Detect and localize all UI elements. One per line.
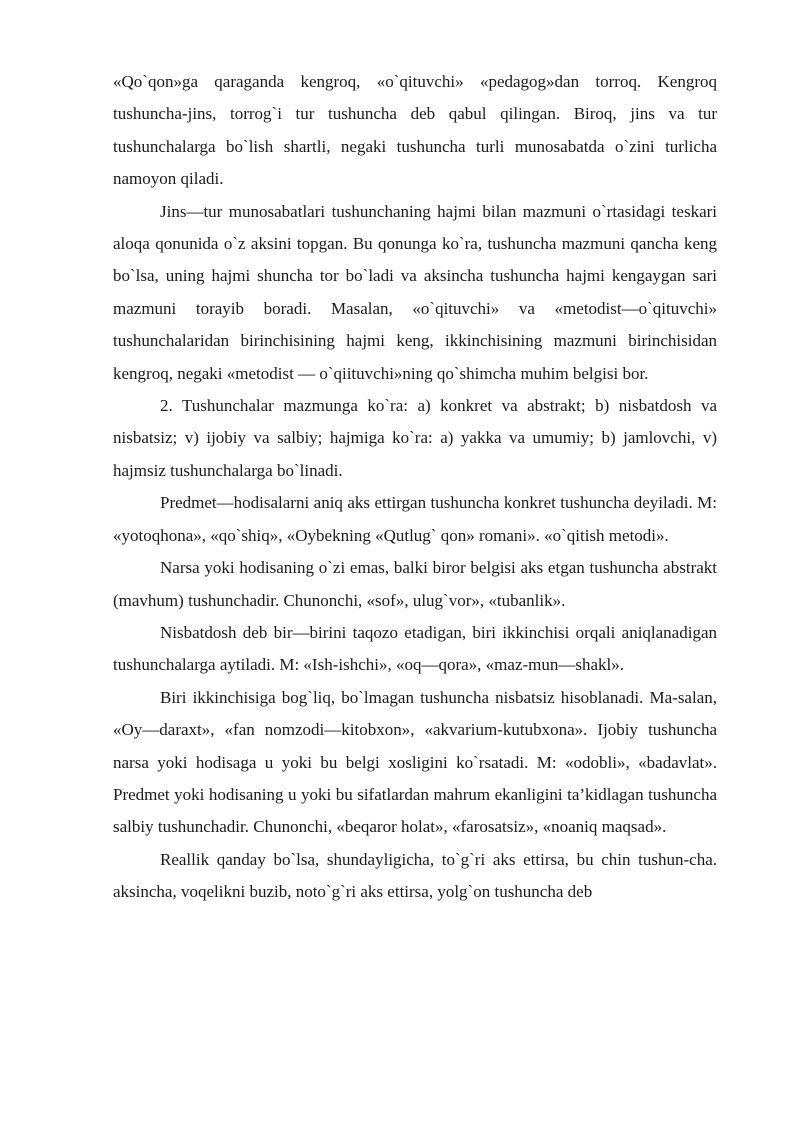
document-page <box>113 66 717 909</box>
paragraph-8: Reallik qanday bo`lsa, shundayligicha, to`g`ri aks ettirsa, bu chin tushun-cha. aksincha, voqelikni buzib, noto`g`ri aks ettirsa, yolg`on tushuncha deb <box>113 849 717 902</box>
paragraph-1: «Qo`qon»ga qaraganda kengroq, «o`qituvchi» «pedagog»dan torroq. Kengroq tushuncha-jins, torrog`i tur tushuncha deb qabul qilingan. Biroq, jins va tur tushunchalarga bo`lish shartli, negaki tushuncha turli munosabatda o`zini turlicha namoyon qiladi. <box>113 72 717 189</box>
paragraph-7: Biri ikkinchisiga bog`liq, bo`lmagan tushuncha nisbatsiz hisoblanadi. Ma-salan, «Oy—daraxt», «fan nomzodi—kitobxon», «akvarium-kutubxona». Ijobiy tushuncha narsa yoki hodisaga u yoki bu belgi xosligini ko`rsatadi. M: «odobli», «badavlat». Predmet yoki hodisaning u yoki bu sifatlardan mahrum ekanligini ta’kidlagan tushuncha salbiy tushunchadir. Chunonchi, «beqaror holat», «farosatsiz», «noaniq maqsad». <box>113 687 717 837</box>
paragraph-2: Jins—tur munosabatlari tushunchaning hajmi bilan mazmuni o`rtasidagi teskari aloqa qonunida o`z aksini topgan. Bu qonunga ko`ra, tushuncha mazmuni qancha keng bo`lsa, uning hajmi shuncha tor bo`ladi va aksincha tushuncha hajmi kengaygan sari mazmuni torayib boradi. Masalan, «o`qituvchi» va «metodist—o`qituvchi» tushunchalaridan birinchisining hajmi keng, ikkinchisining mazmuni birinchisidan kengroq, negaki «metodist — o`qiituvchi»ning qo`shimcha muhim belgisi bor. <box>113 201 717 383</box>
paragraph-3: 2. Tushunchalar mazmunga ko`ra: a) konkret va abstrakt; b) nisbatdosh va nisbatsiz; v) ijobiy va salbiy; hajmiga ko`ra: a) yakka va umumiy; b) jamlovchi, v) hajmsiz tushunchalarga bo`linadi. <box>113 396 717 480</box>
paragraph-6: Nisbatdosh deb bir—birini taqozo etadigan, biri ikkinchisi orqali aniqlanadigan tushunchalarga aytiladi. M: «Ish-ishchi», «oq—qora», «maz-mun—shakl». <box>113 622 717 675</box>
paragraph-4: Predmet—hodisalarni aniq aks ettirgan tushuncha konkret tushuncha deyiladi. M: «yotoqhona», «qo`shiq», «Oybekning «Qutlug` qon» romani». «o`qitish metodi». <box>113 493 717 545</box>
paragraph-5: Narsa yoki hodisaning o`zi emas, balki biror belgisi aks etgan tushuncha abstrakt (mavhum) tushunchadir. Chunonchi, «sof», ulug`vor», «tubanlik». <box>113 558 717 610</box>
